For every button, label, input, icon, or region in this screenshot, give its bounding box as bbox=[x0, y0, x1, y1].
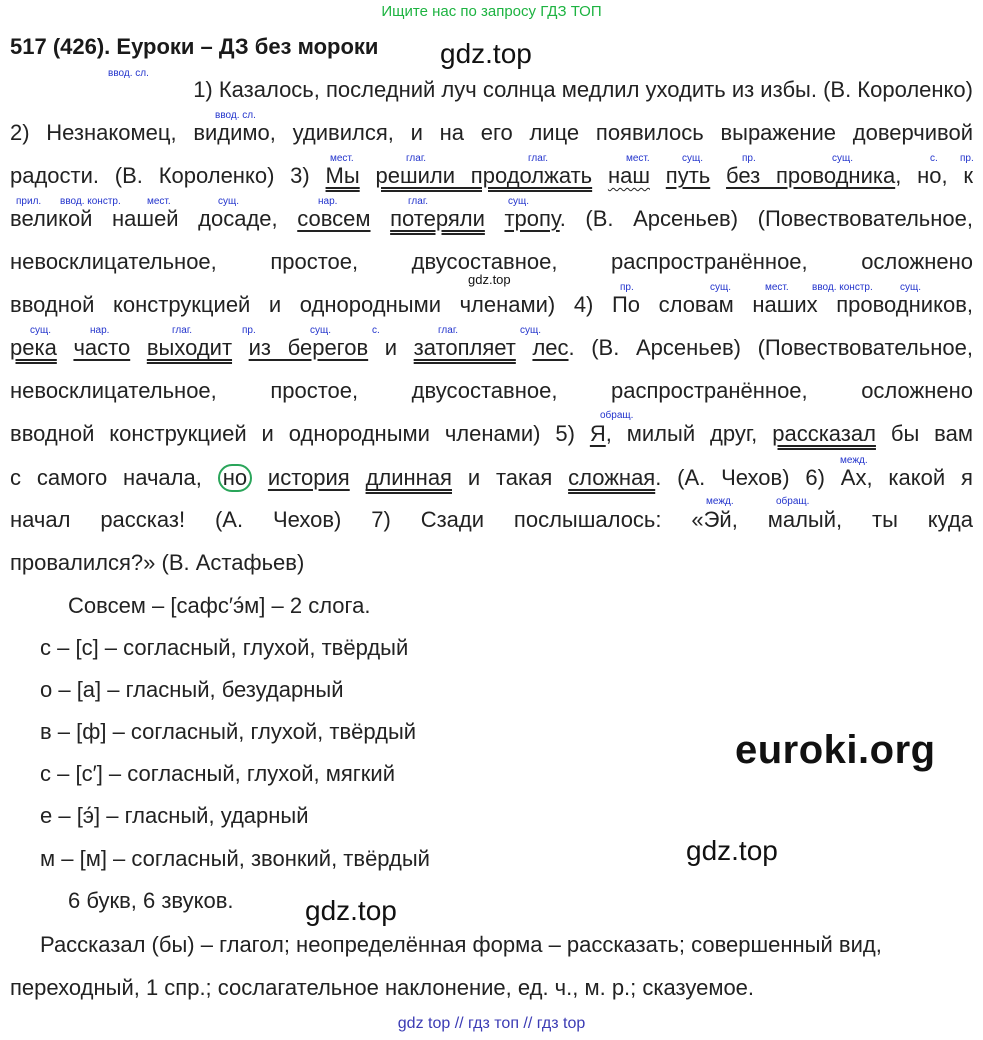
morph-line-2: переходный, 1 спр.; сослагательное наклонение, ед. ч., м. р.; сказуемое. bbox=[10, 975, 755, 1000]
text-fragment: радости. (В. Короленко) 3) bbox=[10, 163, 310, 188]
logo-text: euroki.org bbox=[735, 728, 936, 772]
tag-vvod-sl: ввод. сл. bbox=[108, 68, 149, 79]
phonetic-row: в – [ф] – согласный, глухой, твёрдый bbox=[40, 719, 417, 744]
conjunction-circled: но bbox=[218, 464, 252, 492]
tag-nar: нар. bbox=[318, 196, 338, 207]
text-line-7 bbox=[10, 335, 973, 361]
tag-sushch: сущ. bbox=[832, 153, 854, 164]
watermark-gdz-top: gdz.top bbox=[440, 38, 532, 69]
page-title: 517 (426). Еуроки – ДЗ без мороки bbox=[10, 34, 379, 59]
adverbial-word: из берегов bbox=[248, 335, 369, 360]
object-word: тропу bbox=[504, 206, 560, 231]
tag-vvod-sl: ввод. сл. bbox=[215, 110, 256, 121]
tag-sushch: сущ. bbox=[218, 196, 240, 207]
tag-vvod-konstr: ввод. констр. bbox=[812, 282, 873, 293]
tag-glag: глаг. bbox=[438, 325, 459, 336]
text-line-1: 1) Казалось, последний луч солнца медлил уходить из избы. (В. Короленко) bbox=[193, 77, 973, 102]
tag-sushch: сущ. bbox=[710, 282, 732, 293]
top-note: Ищите нас по запросу ГДЗ ТОП bbox=[381, 3, 602, 20]
tag-glag: глаг. bbox=[406, 153, 427, 164]
text-fragment: . (В. Арсеньев) (Повествовательное, bbox=[559, 206, 973, 231]
tag-nar: нар. bbox=[90, 325, 110, 336]
phonetic-row: с – [с′] – согласный, глухой, мягкий bbox=[40, 761, 395, 786]
text-line-9 bbox=[10, 421, 973, 447]
phonetic-row: с – [с] – согласный, глухой, твёрдый bbox=[40, 635, 409, 660]
predicate-subject-word: Мы bbox=[325, 163, 360, 188]
tag-sushch: сущ. bbox=[508, 196, 530, 207]
phonetic-row: м – [м] – согласный, звонкий, твёрдый bbox=[40, 846, 430, 871]
text-fragment: великой нашей досаде, bbox=[10, 206, 278, 231]
text-line-5: невосклицательное, простое, двусоставное, распространённое, осложнено bbox=[10, 249, 973, 274]
adverbial-word: часто bbox=[73, 335, 131, 360]
watermark-gdz-top: gdz.top bbox=[686, 835, 778, 866]
predicate-word: выходит bbox=[146, 335, 233, 360]
tag-obrashch: обращ. bbox=[600, 410, 634, 421]
text-line-8: невосклицательное, простое, двусоставное, распространённое, осложнено bbox=[10, 378, 973, 403]
attribute-word: наш bbox=[607, 163, 650, 188]
text-line-12: провалился?» (В. Астафьев) bbox=[10, 550, 305, 575]
tag-mezhd: межд. bbox=[840, 455, 868, 466]
tag-mest: мест. bbox=[147, 196, 171, 207]
morph-line-1: Рассказал (бы) – глагол; неопределённая форма – рассказать; совершенный вид, bbox=[40, 932, 882, 957]
phonetic-row: о – [а] – гласный, безударный bbox=[40, 677, 344, 702]
text-fragment: с самого начала, bbox=[10, 465, 202, 490]
object-word: путь bbox=[665, 163, 711, 188]
subject-word: история bbox=[267, 465, 350, 490]
predicate-word: длинная bbox=[365, 465, 452, 490]
tag-mezhd: межд. bbox=[706, 496, 734, 507]
watermark-small: gdz.top bbox=[468, 272, 511, 287]
tag-obrashch: обращ. bbox=[776, 496, 810, 507]
predicate-word: рассказал bbox=[772, 421, 876, 446]
tag-vvod-konstr: ввод. констр. bbox=[60, 196, 121, 207]
tag-glag: глаг. bbox=[408, 196, 429, 207]
phonetic-title: Совсем – [сафс′э́м] – 2 слога. bbox=[68, 593, 371, 618]
text-line-3 bbox=[10, 163, 973, 189]
text-fragment: . (А. Чехов) 6) Ах, какой я bbox=[655, 465, 973, 490]
text-line-10 bbox=[10, 464, 973, 492]
predicate-word: решили продолжать bbox=[375, 163, 593, 188]
tag-sushch: сущ. bbox=[310, 325, 332, 336]
text-fragment: бы вам bbox=[890, 421, 973, 446]
tag-sushch: сущ. bbox=[682, 153, 704, 164]
text-fragment: , но, к bbox=[895, 163, 974, 188]
tag-pr: пр. bbox=[620, 282, 634, 293]
object-word: лес bbox=[532, 335, 569, 360]
tag-glag: глаг. bbox=[172, 325, 193, 336]
text-line-4 bbox=[10, 206, 973, 232]
adverbial-word: совсем bbox=[297, 206, 371, 231]
tag-pr: пр. bbox=[742, 153, 756, 164]
tag-sushch: сущ. bbox=[520, 325, 542, 336]
tag-mest: мест. bbox=[330, 153, 354, 164]
predicate-word: затопляет bbox=[413, 335, 516, 360]
text-line-2: 2) Незнакомец, видимо, удивился, и на его лице появилось выражение доверчивой bbox=[10, 120, 973, 145]
tag-sushch: сущ. bbox=[900, 282, 922, 293]
tag-glag: глаг. bbox=[528, 153, 549, 164]
text-fragment: и bbox=[384, 335, 398, 360]
text-line-11: начал рассказ! (А. Чехов) 7) Сзади послышалось: «Эй, малый, ты куда bbox=[10, 507, 973, 532]
phonetic-row: е – [э́] – гласный, ударный bbox=[40, 803, 309, 828]
text-fragment: и такая bbox=[467, 465, 553, 490]
tag-pr: пр. bbox=[242, 325, 256, 336]
subject-word: Я bbox=[589, 421, 606, 446]
text-fragment: . (В. Арсеньев) (Повествовательное, bbox=[568, 335, 973, 360]
watermark-gdz-top: gdz.top bbox=[305, 895, 397, 926]
euroki-logo bbox=[735, 728, 936, 773]
tag-s: с. bbox=[372, 325, 380, 336]
tag-sushch: сущ. bbox=[30, 325, 52, 336]
phonetic-summary: 6 букв, 6 звуков. bbox=[68, 888, 234, 913]
tag-mest: мест. bbox=[626, 153, 650, 164]
subject-word: река bbox=[10, 335, 57, 360]
predicate-word: сложная bbox=[568, 465, 656, 490]
bottom-note: gdz top // гдз топ // гдз top bbox=[397, 1015, 586, 1032]
object-word: без проводника bbox=[726, 163, 896, 188]
tag-mest: мест. bbox=[765, 282, 789, 293]
tag-s: с. bbox=[930, 153, 938, 164]
text-line-6: вводной конструкцией и однородными членами) 4) По словам наших проводников, bbox=[10, 292, 973, 317]
tag-pril: прил. bbox=[16, 196, 42, 207]
tag-pr: пр. bbox=[960, 153, 974, 164]
text-fragment: , милый друг, bbox=[605, 421, 758, 446]
text-fragment: вводной конструкцией и однородными членами) 5) bbox=[10, 421, 575, 446]
predicate-word: потеряли bbox=[390, 206, 485, 231]
